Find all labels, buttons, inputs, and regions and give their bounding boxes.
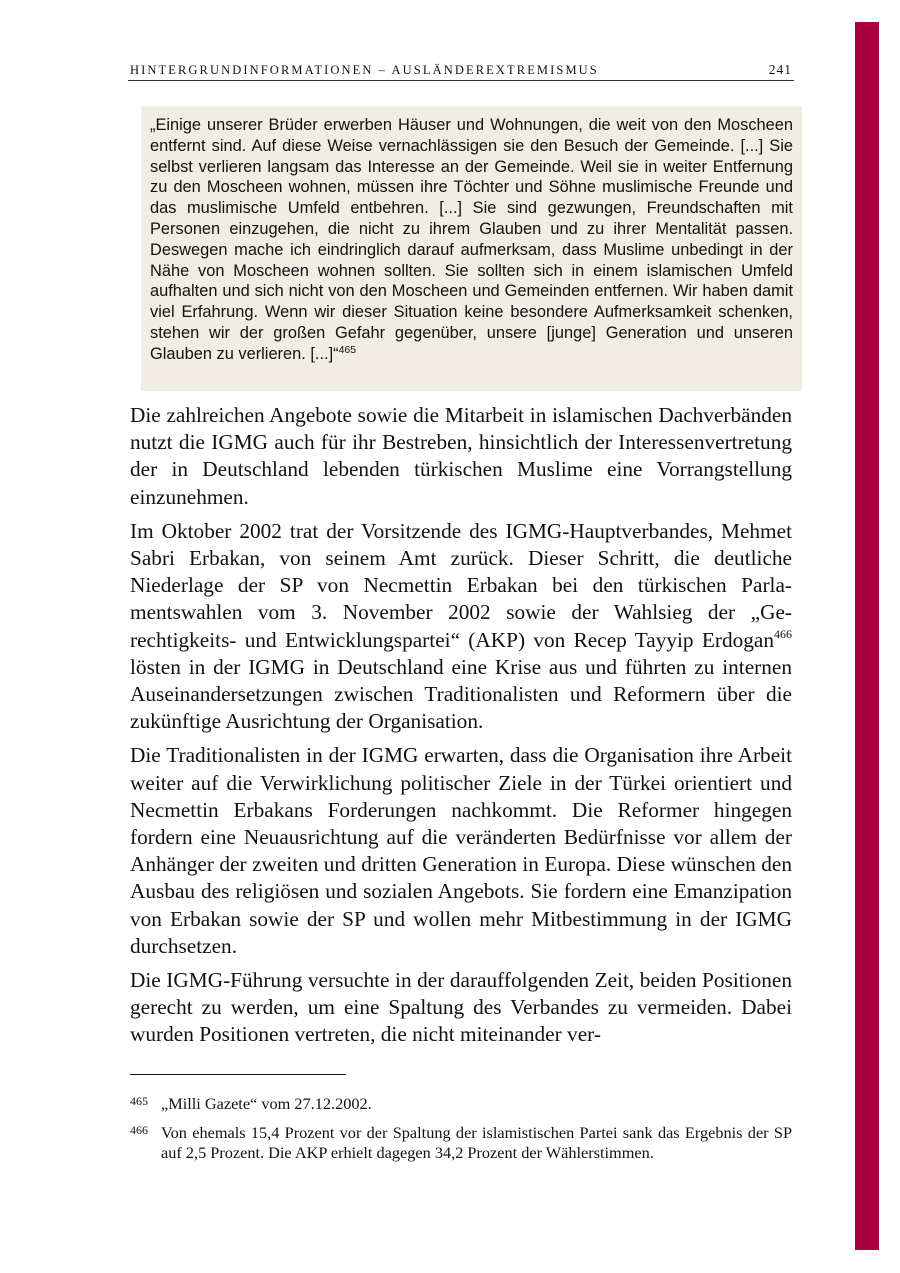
footnote-number: 465 xyxy=(130,1094,148,1108)
footnote xyxy=(130,1123,792,1163)
paragraph-3: Die Traditionalisten in der IGMG erwarten, dass die Organisation ihre Arbeit weiter auf die Verwirklichung politischer Ziele in der Türkei orientiert und Necmettin Erbakans Forderungen nachkommt. Die Reformer hingegen fordern eine Neuausrichtung auf die veränderten Bedürfnisse vor allem der Anhänger der zweiten und dritten Generation in Europa. Diese wünschen den Ausbau des religiösen und sozialen Angebots. Sie fordern eine Emanzipation von Erbakan sowie der SP und wollen mehr Mitbestimmung in der IGMG durchsetzen. xyxy=(130,743,792,958)
paragraph-1: Die zahlreichen Angebote sowie die Mitarbeit in islamischen Dachverbänden nutzt die IGMG auch für ihr Bestreben, hinsichtlich der Interessenvertretung der in Deutschland lebenden türkischen Muslime eine Vorrangstellung einzunehmen. xyxy=(130,403,792,509)
page-number: 241 xyxy=(768,62,792,77)
footnote xyxy=(130,1094,792,1114)
footnote-separator xyxy=(130,1074,346,1075)
running-title: HINTERGRUNDINFORMATIONEN – AUSLÄNDEREXTREMISMUS xyxy=(130,63,599,77)
paragraph-2-part-2: lösten in der IGMG in Deutschland eine Krise aus und führten zu internen Auseinandersetzungen zwischen Traditionalisten und Reformern über die zukünftige Ausrichtung der Organisation. xyxy=(130,654,792,734)
accent-sidebar-bar xyxy=(855,22,879,1250)
footnote-text: Von ehemals 15,4 Prozent vor der Spaltung der islamistischen Partei sank das Ergebnis der SP auf 2,5 Prozent. Die AKP erhielt dagegen 34,2 Prozent der Wählerstimmen. xyxy=(161,1123,792,1162)
footnote-ref-465[interactable]: 465 xyxy=(338,343,357,356)
footnote-text: „Milli Gazete“ vom 27.12.2002. xyxy=(161,1094,372,1113)
footnote-ref-466[interactable]: 466 xyxy=(774,626,792,641)
running-header xyxy=(130,62,792,78)
body-text xyxy=(130,402,792,1056)
footnote-number: 466 xyxy=(130,1123,148,1137)
paragraph-2 xyxy=(130,518,792,736)
footnotes xyxy=(130,1094,792,1172)
header-rule xyxy=(128,80,794,81)
quote-text: „Einige unserer Brüder erwerben Häuser und Wohnungen, die weit von den Moscheen entfernt sind. Auf diese Weise vernachlässigen sie den Besuch der Gemeinde. [...] Sie selbst verlieren langsam das Interesse an der Gemeinde. Weil sie in weiter Entfernung zu den Moscheen wohnen, müssen ihre Töchter und Söhne muslimische Freunde und das muslimische Umfeld entbehren. [...] Sie sind gezwungen, Freundschaften mit Personen einzugehen, die nicht zu ihrem Glauben und zu ihrer Mentalität passen. Deswegen mache ich eindringlich darauf aufmerksam, dass Muslime unbedingt in der Nähe von Moscheen wohnen sollten. Sie sollten sich in einem islamischen Umfeld aufhalten und sich nicht von den Moscheen und Gemeinden entfernen. Wir haben damit viel Erfahrung. Wenn wir dieser Situation keine besondere Aufmerksamkeit schenken, stehen wir der großen Gefahr gegenüber, unsere [junge] Generation und unseren Glauben zu verlieren. [...]“ xyxy=(150,116,793,363)
paragraph-4: Die IGMG-Führung versuchte in der darauffolgenden Zeit, beiden Positionen gerecht zu werden, um eine Spaltung des Verbandes zu vermeiden. Dabei wurden Positionen vertreten, die nicht miteinander ver- xyxy=(130,968,792,1047)
block-quote xyxy=(150,115,793,365)
paragraph-2-part-1: Im Oktober 2002 trat der Vorsitzende des IGMG-Hauptverbandes, Mehmet Sabri Erbakan, von seinem Amt zurück. Dieser Schritt, die deutliche Niederlage der SP von Necmettin Erbakan bei den türkischen Parlamentswahlen vom 3. November 2002 sowie der Wahlsieg der „Gerechtigkeits- und Entwicklungspartei“ (AKP) von Recep Tayyip Erdogan xyxy=(130,518,792,652)
